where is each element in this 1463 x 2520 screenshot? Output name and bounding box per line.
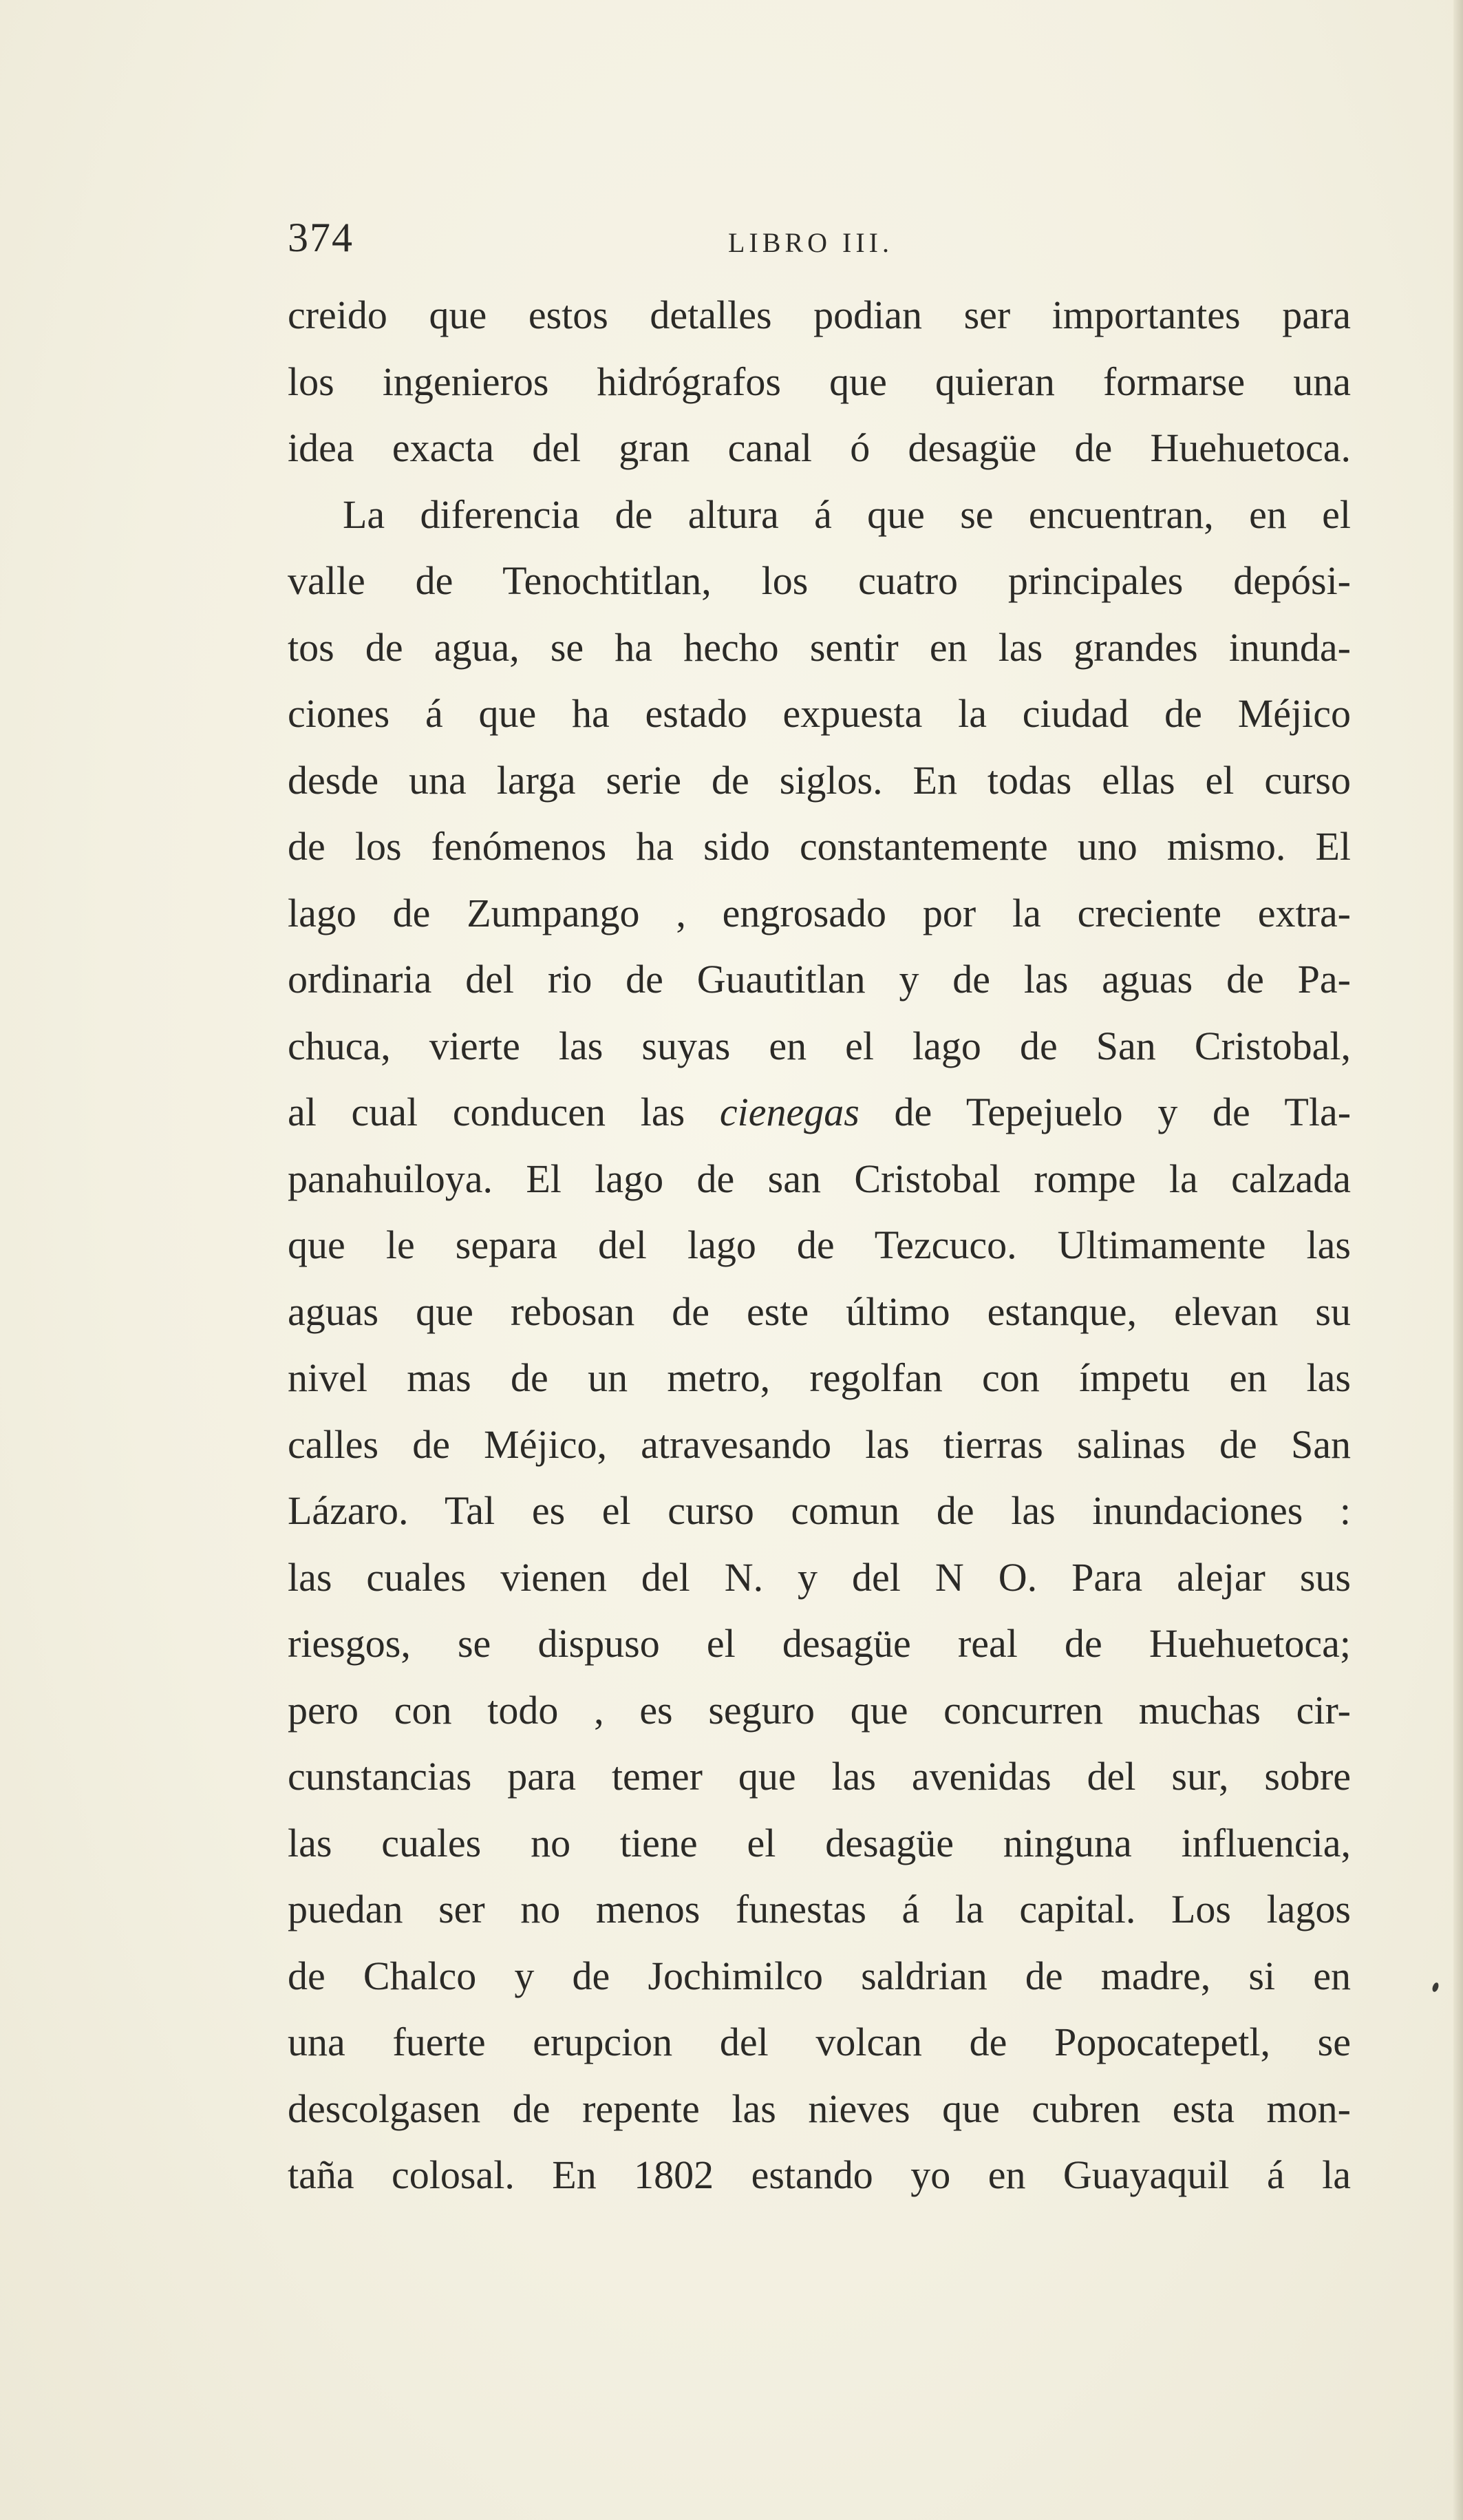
text-line: las cuales vienen del N. y del N O. Para alejar sus <box>288 1554 1351 1600</box>
text-segment: al cual conducen las <box>288 1090 685 1134</box>
text-line: calles de Méjico, atravesando las tierras salinas de San <box>288 1421 1351 1467</box>
text-segment: de Tepejuelo y de Tla- <box>894 1090 1351 1134</box>
text-line: lago de Zumpango , engrosado por la creciente extra- <box>288 890 1351 935</box>
text-line: ordinaria del rio de Guautitlan y de las aguas de Pa- <box>288 957 1351 1002</box>
text-line: desde una larga serie de siglos. En todas ellas el curso <box>288 757 1351 803</box>
text-line: valle de Tenochtitlan, los cuatro principales depósi- <box>288 558 1351 603</box>
text-line: tos de agua, se ha hecho sentir en las grandes inunda- <box>288 624 1351 670</box>
text-line: idea exacta del gran canal ó desagüe de Huehuetoca. <box>288 425 1351 470</box>
ink-speck <box>1431 1982 1440 1993</box>
page-edge <box>1453 0 1463 2520</box>
text-line: de los fenómenos ha sido constantemente uno mismo. El <box>288 824 1351 869</box>
paragraph-first-line: La diferencia de altura á que se encuentran, en el <box>343 491 1351 537</box>
body-text <box>288 282 1351 2209</box>
text-line: riesgos, se dispuso el desagüe real de Huehuetoca; <box>288 1621 1351 1666</box>
text-line: de Chalco y de Jochimilco saldrian de madre, si en <box>288 1953 1351 1998</box>
text-line: chuca, vierte las suyas en el lago de San Cristobal, <box>288 1023 1351 1068</box>
text-line: Lázaro. Tal es el curso comun de las inundaciones : <box>288 1488 1351 1533</box>
page-number: 374 <box>288 215 354 260</box>
text-line: las cuales no tiene el desagüe ninguna influencia, <box>288 1820 1351 1865</box>
text-line: taña colosal. En 1802 estando yo en Guayaquil á la <box>288 2152 1351 2197</box>
italic-word: cienegas <box>719 1090 859 1134</box>
text-line: nivel mas de un metro, regolfan con ímpetu en las <box>288 1355 1351 1400</box>
running-head: LIBRO III. <box>728 227 893 258</box>
text-line: panahuiloya. El lago de san Cristobal rompe la calzada <box>288 1156 1351 1201</box>
text-line: aguas que rebosan de este último estanque, elevan su <box>288 1289 1351 1334</box>
text-line: los ingenieros hidrógrafos que quieran formarse una <box>288 359 1351 404</box>
text-line: cunstancias para temer que las avenidas del sur, sobre <box>288 1754 1351 1799</box>
text-line: que le separa del lago de Tezcuco. Ultimamente las <box>288 1222 1351 1267</box>
text-line: una fuerte erupcion del volcan de Popocatepetl, se <box>288 2020 1351 2064</box>
text-line-with-italic <box>288 1079 1351 1146</box>
text-line: ciones á que ha estado expuesta la ciudad de Méjico <box>288 691 1351 736</box>
text-line: creido que estos detalles podian ser importantes para <box>288 293 1351 337</box>
page-header <box>288 207 1351 268</box>
text-line: descolgasen de repente las nieves que cubren esta mon- <box>288 2086 1351 2131</box>
text-line: pero con todo , es seguro que concurren muchas cir- <box>288 1687 1351 1733</box>
text-line: puedan ser no menos funestas á la capital. Los lagos <box>288 1887 1351 1931</box>
